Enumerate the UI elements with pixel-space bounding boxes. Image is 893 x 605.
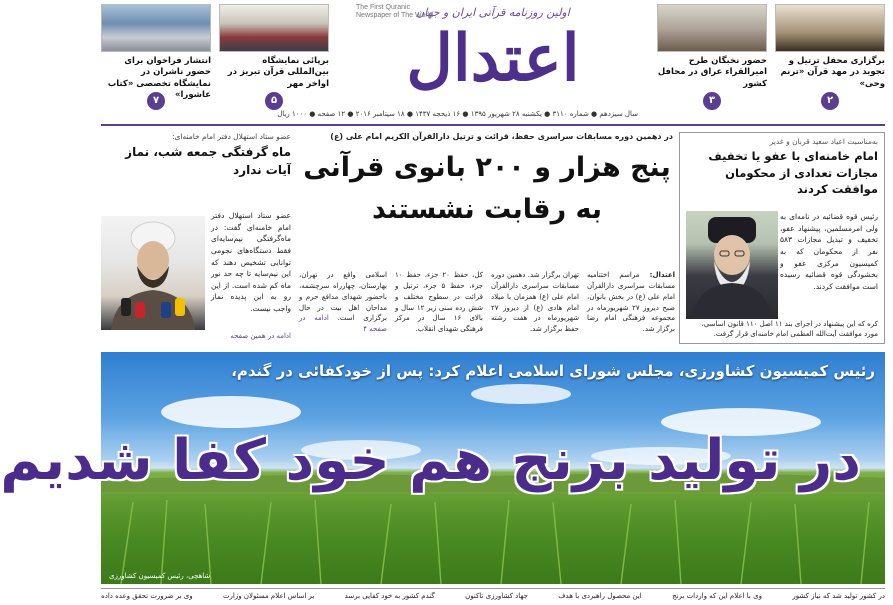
left-feature-article[interactable] — [101, 132, 291, 344]
masthead — [93, 0, 893, 120]
teaser-1-caption: برگزاری محفل ترتیل و تجوید در مهد قرآن «ترنم وحی» — [780, 56, 885, 89]
hero-headline: در تولید برنج هم خود کفا شدیم — [0, 428, 861, 493]
logo-subtitle-en: The First Quranic Newspaper of The World — [356, 4, 434, 20]
lead-story-col-4-text: اسلامی واقع در تهران، بهارستان، چهارراه سرچشمه، باحضور شهدای مدافع حرم و مداحان اهل بیت در حال برگزاری است. — [299, 271, 388, 323]
teaser-3[interactable] — [219, 4, 329, 112]
teaser-2-page-badge: ۳ — [703, 92, 721, 110]
leader-portrait-photo — [686, 211, 778, 319]
lead-story-col-3: کل، حفظ ۲۰ جزء، حفظ ۱۰ جزء، حفظ ۵ جزء، ترتیل و قرائت در سطوح مختلف و شش رده سنی زیر ۱۲ سال و بالای ۱۶ سال در مرکز فرهنگی شهدای انقلاب. — [395, 271, 484, 334]
bottom-ticker — [101, 588, 885, 604]
teaser-4-caption: انتشار فراخوان برای حضور ناشران در نمایشگاه تخصصی «کتاب عاشورا» — [107, 56, 211, 101]
teaser-3-caption: برپائی نمایشگاه بین‌المللی قرآن تبریز در اواخر مهر — [227, 56, 329, 89]
cleric-illustration — [101, 216, 205, 330]
left-feature-body: عضو ستاد استهلال دفتر امام خامنه‌ای گفت: در ماه‌گرفتگی نیم‌سایه‌ای فقط دستگاه‌های نجومی توانایی تشخیص دهند که این نیم‌سایه تا چه حد نور ماه کم شده است. از این رو به این پدیده نماز واجب نیست. — [211, 211, 291, 313]
right-feature-footnote: کره که این پیشنهاد در اجرای بند ۱۱ اصل ۱۱۰ قانون اساسی، مورد موافقت آیت‌الله العظمی امام خامنه‌ای قرار گرفت. — [701, 319, 878, 338]
cleric-microphones-photo — [101, 216, 205, 330]
dateline: سال سیزدهم ● شماره ۳۱۱۰ ● یکشنبه ۲۸ شهریور ۱۳۹۵ ● ۱۶ ذیحجه ۱۴۳۷ ● ۱۸ سپتامبر ۲۰۱۶ ● ۱۲ صفحه ● ۱۰۰۰ ریال — [277, 110, 638, 118]
ticker-item: گندم کشور به خود کفایی برسد — [344, 592, 435, 600]
left-feature-kicker: عضو ستاد استهلال دفتر امام خامنه‌ای: — [171, 132, 291, 141]
ticker-item: در کشور تولید شد که نیاز کشور — [792, 592, 885, 600]
teaser-1[interactable] — [775, 4, 885, 112]
teaser-4-page-badge: ۷ — [147, 92, 165, 110]
lead-story-col-4 — [299, 270, 387, 340]
right-feature-body: رئیس قوه قضائیه در نامه‌ای به ولی امرمسلمین، پیشنهاد عفو، تخفیف و تبدیل مجازات ۵۸۳ نفر از محکومان که به کمیسیون مرکزی عفو و بخشودگی قوه قضائیه رسیده است موافقت کردند. — [780, 212, 878, 291]
newspaper-logo: اعتدال — [406, 21, 580, 96]
right-feature-headline: امام خامنه‌ای با عفو یا تخفیف مجازات تعدادی از محکومان موافقت کردند — [708, 149, 878, 197]
teaser-1-page-badge: ۲ — [821, 92, 839, 110]
teaser-2[interactable] — [657, 4, 767, 112]
masthead-divider — [101, 124, 885, 126]
teaser-2-caption: حضور نخبگان طرح امیرالقراء عراق در محافل کشور — [657, 56, 767, 89]
ticker-item: وی با اعلام این که واردات برنج — [672, 592, 762, 600]
lead-story-col-2: تهران برگزار شد. دهمین دوره مسابقات سراسری دارالقرآن امام علی (ع) همزمان با میلاد امام هادی (ع) از دیروز ۲۷ شهریورماه در هفت رشته حفظ برگزار شد. — [491, 271, 579, 334]
left-feature-headline: ماه گرفتگی جمعه شب، نماز آیات ندارد — [125, 145, 291, 177]
lead-story[interactable] — [299, 132, 675, 344]
ticker-item: جهاد کشاورزی تاکنون — [465, 592, 528, 600]
newspaper-logo-block — [348, 0, 638, 112]
teaser-1-photo — [775, 4, 885, 52]
hero-photo-credit: شاهچی، رئیس کمیسیون کشاورزی — [109, 572, 211, 580]
logo-tagline: اولین روزنامه قرآنی ایران و جهان — [416, 6, 570, 19]
ticker-item: بر اساس اعلام مسئولان وزارت — [222, 592, 315, 600]
ticker-item: وی بر ضرورت تحقق وعده داده — [101, 592, 193, 600]
teaser-4[interactable] — [101, 4, 211, 112]
right-feature-article[interactable] — [679, 132, 885, 344]
lead-story-kicker: در دهمین دوره مسابقات سراسری حفظ، قرائت و ترتیل دارالقرآن الکریم امام علی (ع) — [330, 132, 673, 141]
hero-banner[interactable] — [0, 352, 885, 584]
lead-story-col-1-text: مراسم اختتامیه مسابقات سراسری دارالقرآن امام علی (ع) در بخش بانوان، صبح دیروز ۲۷ شهریورماه در مجموعه فرهنگی امام رضا برگزار شد. — [587, 271, 675, 334]
teaser-2-photo — [657, 4, 767, 52]
teaser-3-page-badge: ۵ — [265, 92, 283, 110]
left-feature-continue-link[interactable]: ادامه در همین صفحه — [230, 332, 291, 340]
hero-subheadline: رئیس کمیسیون کشاورزی، مجلس شورای اسلامی اعلام کرد: پس از خودکفائی در گندم، — [231, 362, 875, 380]
lead-story-col-1 — [587, 270, 675, 340]
lead-story-headline: پنج هزار و ۲۰۰ بانوی قرآنی به رقابت نشستند — [303, 152, 671, 225]
lead-story-continue-link[interactable]: ادامه در صفحه ۴ — [299, 314, 387, 334]
right-feature-kicker: به‌مناسبت اعیاد سعید قربان و غدیر — [769, 137, 878, 146]
teaser-3-photo — [219, 4, 329, 52]
lead-story-source: اعتدال: — [649, 271, 675, 279]
portrait-illustration — [686, 211, 778, 319]
ticker-item: این محصول راهبردی با هدف — [558, 592, 642, 600]
lead-story-columns — [299, 270, 675, 340]
teaser-4-photo — [101, 4, 211, 52]
